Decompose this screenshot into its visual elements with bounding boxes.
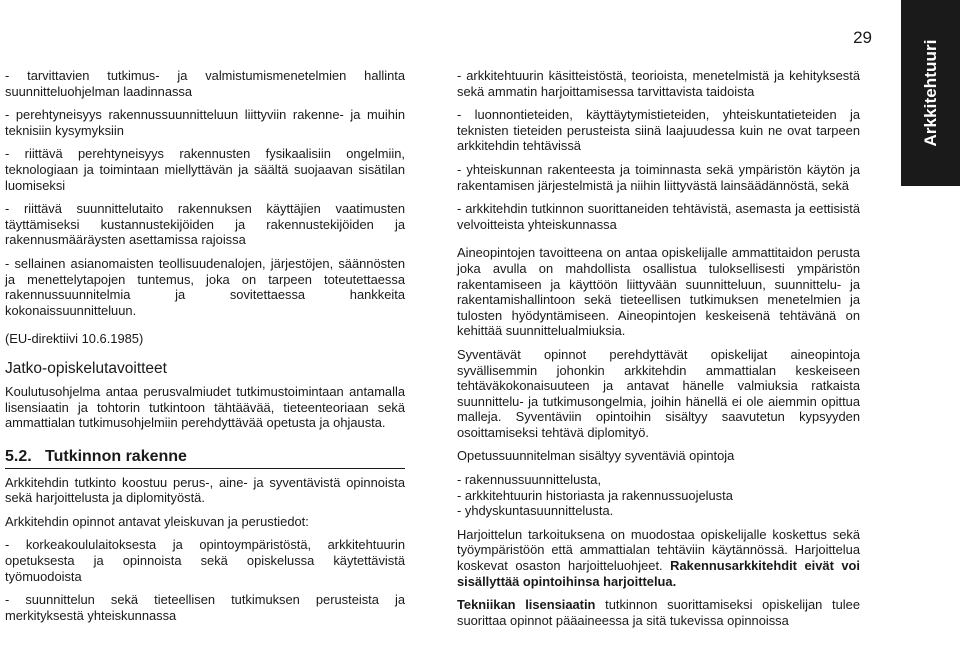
side-tab-label: Arkkitehtuuri [920, 39, 940, 147]
paragraph [457, 597, 860, 628]
right-column [457, 68, 860, 628]
subheading: Jatko-opiskelutavoitteet [5, 359, 167, 377]
paragraph: Arkkitehdin opinnot antavat yleiskuvan ja perustiedot: [5, 513, 309, 529]
paragraph-emphasis: Tekniikan lisensiaatin [457, 597, 596, 613]
list-item: - korkeakoululaitoksesta ja opintoympäristöstä, arkkitehtuurin opetuksesta ja opinnoista sekä opiskelussa käytettävistä työmuodoista [5, 537, 405, 584]
list-item: - arkkitehdin tutkinnon suorittaneiden tehtävistä, asemasta ja eettisistä velvoitteista yhteiskunnassa [457, 201, 860, 232]
list-item: - tarvittavien tutkimus- ja valmistumismenetelmien hallinta suunnitteluohjelman laadinnassa [5, 68, 405, 99]
left-column [5, 68, 405, 623]
page-number: 29 [853, 28, 872, 47]
paragraph: Arkkitehdin tutkinto koostuu perus-, aine- ja syventävistä opinnoista sekä harjoittelusta ja diplomityöstä. [5, 474, 405, 506]
paragraph-text: Harjoittelun tarkoituksena on muodostaa opiskelijalle koskettus sekä työympäristöön että ammattialan tehtäviin käytännössä. Harjoittelua koskevat osaston harjoitteluohjeet. [457, 526, 860, 574]
paragraph: Opetussuunnitelman sisältyy syventäviä opintoja [457, 448, 735, 464]
list-item: - riittävä suunnittelutaito rakennuksen käyttäjien vaatimusten täyttämiseksi kustannustekijöiden ja rakennustekijöiden ja rakennusmääräysten asettamissa rajoissa [5, 201, 405, 248]
section-number: 5.2. [5, 447, 32, 465]
list-item: - yhdyskuntasuunnittelusta. [457, 503, 614, 519]
paragraph-emphasis: Rakennusarkkitehdit eivät voi sisällyttää opintoihinsa harjoittelua. [457, 558, 861, 589]
list-item: - sellainen asianomaisten teollisuudenalojen, järjestöjen, säännösten ja menettelytapojen tuntemus, joka on tarpeen toteutettaessa rakennussuunnitelmia ja sovitettaessa hankkeita kokonaissuunnitteluun. [5, 255, 405, 318]
list-item: - rakennussuunnittelusta, [457, 472, 602, 488]
directive-reference: (EU-direktiivi 10.6.1985) [5, 331, 144, 347]
paragraph-text: tutkinnon suorittamiseksi opiskelijan tulee suorittaa opinnot pääaineessa ja sitä tukevissa opinnoissa [457, 597, 860, 628]
paragraph [457, 527, 860, 589]
paragraph: Aineopintojen tavoitteena on antaa opiskelijalle ammattitaidon perusta joka avulla on mahdollista osallistua tuloksellisesti ympäristön rakentamiseen ja käyttöön liittyvään suunnitteluun, suunnittelu- ja rakentamishallintoon sekä tieteellisen tutkimuksen menetelmien ja tulosten hyödyntämiseen. Aineopintojen keskeisenä tehtävänä on kehittää suunnittelualmiuksia. [457, 245, 860, 339]
section-heading [5, 447, 405, 469]
list-item: - luonnontieteiden, käyttäytymistieteiden, yhteiskuntatieteiden ja teknisten tieteiden perusteista siinä laajuudessa kuin ne ovat tarpeen arkkitehdin tehtävissä [457, 107, 860, 154]
list-item: - perehtyneisyys rakennussuunnitteluun liittyviin rakenne- ja muihin teknisiin kysymyksiin [5, 107, 405, 138]
side-tab [901, 0, 960, 186]
list-item: - arkkitehtuurin historiasta ja rakennussuojelusta [457, 487, 733, 503]
paragraph: Syventävät opinnot perehdyttävät opiskelijat aineopintoja syvällisemmin johonkin arkkitehdin ammattialan keskeiseen tehtäväkokonaisuuteen ja antavat hänelle valmiuksia ratkaista suunnittelu- ja tutkimusongelmia, joihin hänellä ei ole aiemmin opittua malleja. Syventäviin opintoihin sisältyy saavutetun kypsyyden osoittamiseksi tehtävä diplomityö. [457, 346, 860, 440]
paragraph: Koulutusohjelma antaa perusvalmiudet tutkimustoimintaan antamalla lisensiaatin ja tohtorin tutkintoon tähtäävää, tieteenteoriaan sekä ammattialan tutkimusohjelmiin perehdyttävää opetusta ja ohjausta. [5, 383, 405, 431]
list-item: - riittävä perehtyneisyys rakennusten fysikaalisiin ongelmiin, teknologiaan ja toimintaan miellyttävän ja säältä suojaavan sisätilan luomiseksi [5, 146, 405, 193]
list-item: - suunnittelun sekä tieteellisen tutkimuksen perusteista ja merkityksestä yhteiskunnassa [5, 592, 405, 623]
list-item: - arkkitehtuurin käsitteistöstä, teorioista, menetelmistä ja kehityksestä sekä ammatin harjoittamisessa tarvittavista taidoista [457, 68, 860, 99]
list-item: - yhteiskunnan rakenteesta ja toiminnasta sekä ympäristön käytön ja rakentamisen järjestelmistä ja niihin liittyvästä lainsäädännöstä, sekä [457, 161, 860, 193]
section-title: Tutkinnon rakenne [45, 447, 187, 465]
